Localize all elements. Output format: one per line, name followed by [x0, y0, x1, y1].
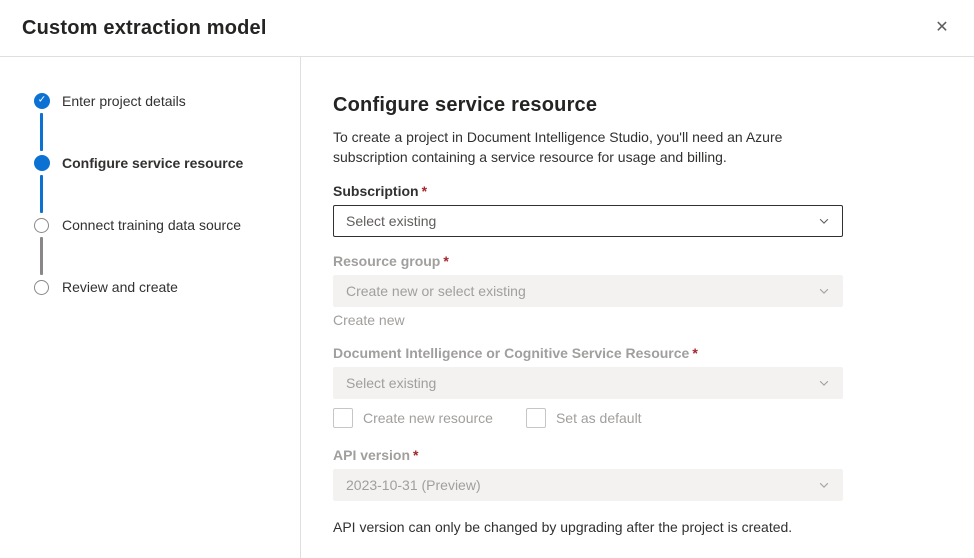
checkbox-label: Set as default	[555, 410, 642, 426]
dialog-title: Custom extraction model	[22, 16, 267, 39]
dropdown-value: Select existing	[346, 213, 437, 229]
check-icon: ✓	[37, 94, 47, 106]
dropdown-value: 2023-10-31 (Preview)	[346, 477, 481, 493]
checkbox-box	[333, 408, 353, 428]
create-new-resource-checkbox	[333, 408, 493, 428]
stepper-step-enter-project-details[interactable]	[34, 93, 300, 109]
stepper-connector	[40, 175, 43, 213]
label-text: Subscription	[333, 183, 419, 199]
required-asterisk: *	[421, 183, 428, 199]
close-button[interactable]	[926, 12, 958, 44]
dialog-body	[0, 57, 974, 558]
chevron-down-icon	[818, 284, 830, 298]
chevron-down-icon	[818, 478, 830, 492]
dropdown-value: Create new or select existing	[346, 283, 526, 299]
api-version-field	[333, 447, 843, 537]
resource-group-dropdown	[333, 275, 843, 307]
create-new-link: Create new	[333, 312, 405, 328]
subscription-dropdown[interactable]	[333, 205, 843, 237]
checkbox-box	[526, 408, 546, 428]
form-description: To create a project in Document Intelligence Studio, you'll need an Azure subscription containing a service resource for usage and billing.	[333, 129, 783, 165]
chevron-down-icon	[818, 376, 830, 390]
step-label: Enter project details	[62, 93, 186, 109]
stepper-step-review-and-create	[34, 279, 300, 295]
stepper-connector	[40, 113, 43, 151]
stepper-connector	[40, 237, 43, 275]
checkbox-label: Create new resource	[363, 410, 493, 426]
step-label: Review and create	[62, 279, 178, 295]
resource-group-field	[333, 253, 843, 328]
label-text: Resource group	[333, 253, 441, 269]
step-pending-icon	[34, 218, 49, 233]
required-asterisk: *	[413, 447, 419, 463]
service-resource-field	[333, 345, 843, 428]
step-pending-icon	[34, 280, 49, 295]
step-current-icon	[34, 155, 50, 171]
step-label: Configure service resource	[62, 155, 244, 171]
label-text: API version	[333, 447, 411, 463]
api-version-dropdown	[333, 469, 843, 501]
subscription-label	[333, 183, 843, 199]
api-version-label	[333, 447, 843, 463]
stepper-step-configure-service-resource[interactable]	[34, 155, 300, 171]
resource-group-label	[333, 253, 843, 269]
stepper-step-connect-training-data-source	[34, 217, 300, 233]
subscription-field	[333, 183, 843, 237]
label-text: Document Intelligence or Cognitive Service Resource	[333, 345, 690, 361]
service-resource-label	[333, 345, 843, 361]
dialog-header	[0, 0, 974, 57]
required-asterisk: *	[692, 345, 698, 361]
close-icon: ✕	[935, 19, 949, 36]
step-completed-icon	[34, 93, 50, 109]
service-resource-dropdown	[333, 367, 843, 399]
form-heading: Configure service resource	[333, 94, 598, 116]
configure-service-resource-panel	[301, 57, 974, 558]
chevron-down-icon	[818, 214, 830, 228]
dropdown-value: Select existing	[346, 375, 437, 391]
set-as-default-checkbox	[526, 408, 642, 428]
service-resource-options	[333, 408, 843, 428]
step-label: Connect training data source	[62, 217, 241, 233]
api-version-note: API version can only be changed by upgrading after the project is created.	[333, 519, 793, 535]
required-asterisk: *	[443, 253, 449, 269]
wizard-stepper	[0, 57, 301, 558]
